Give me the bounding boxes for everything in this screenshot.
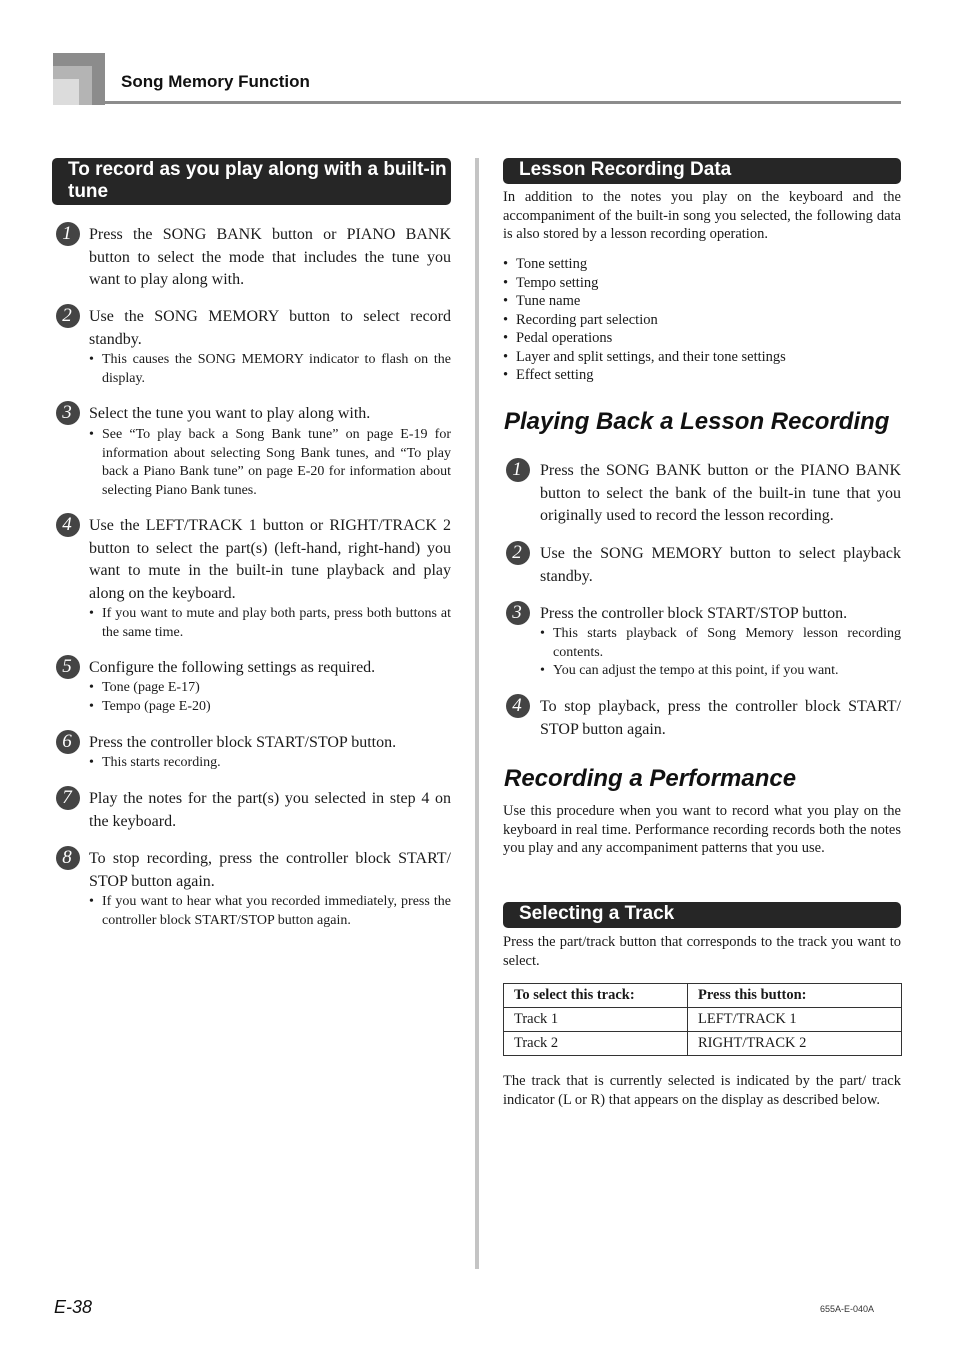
table-row (504, 1032, 902, 1056)
table-row (504, 1008, 902, 1032)
track-button-table (503, 983, 902, 1056)
heading-playing-back: Playing Back a Lesson Recording (504, 408, 890, 435)
table-cell: RIGHT/TRACK 2 (688, 1032, 902, 1056)
step-number-4: 4 (56, 513, 80, 537)
step-number-2: 2 (56, 304, 80, 328)
step-text-1: Press the SONG BANK button or PIANO BANK button to select the mode that includes the tune you want to play along with. (89, 226, 451, 288)
playback-step-text-2: Use the SONG MEMORY button to select playback standby. (540, 545, 901, 585)
note-item: • You can adjust the tempo at this point, if you want. (540, 662, 901, 681)
step-number-1: 1 (56, 222, 80, 246)
performance-description: Use this procedure when you want to record what you play on the keyboard in real time. Performance recording records both the notes you play and any accompaniment patterns that you use. (503, 803, 901, 857)
list-item: • Layer and split settings, and their tone settings (503, 348, 901, 367)
lesson-data-list (503, 255, 901, 385)
playback-step-3-notes (540, 625, 901, 681)
step-text-8: To stop recording, press the controller block START/ STOP button again. (89, 850, 451, 890)
step-number-3: 3 (56, 401, 80, 425)
column-header: Press this button: (688, 984, 902, 1008)
step-6-notes (89, 754, 451, 773)
corner-tab-decoration (53, 53, 105, 105)
step-3-notes (89, 426, 451, 500)
list-item: • Tune name (503, 292, 901, 311)
note-item: • This starts playback of Song Memory lesson recording contents. (540, 625, 901, 662)
note-item: • See “To play back a Song Bank tune” on page E-19 for information about selecting Song Bank tunes, and “To play back a Piano Bank tune” on page E-20 for information about selecting Piano Bank tunes. (89, 426, 451, 500)
running-title: Song Memory Function (121, 72, 310, 91)
note-item: • If you want to mute and play both parts, press both buttons at the same time. (89, 605, 451, 642)
list-item: • Effect setting (503, 366, 901, 385)
note-item: • If you want to hear what you recorded immediately, press the controller block START/STOP button again. (89, 893, 451, 930)
list-item: • Tempo setting (503, 274, 901, 293)
list-item: • Recording part selection (503, 311, 901, 330)
list-item: • Pedal operations (503, 329, 901, 348)
note-item: • Tempo (page E-20) (89, 698, 451, 717)
step-number-7: 7 (56, 786, 80, 810)
section-title: Selecting a Track (519, 903, 675, 924)
note-item: • Tone (page E-17) (89, 679, 451, 698)
step-text-4: Use the LEFT/TRACK 1 button or RIGHT/TRACK 2 button to select the part(s) (left-hand, right-hand) you want to mute in the built-in tune playback and play along on the keyboard. (89, 517, 451, 602)
page-number: E-38 (54, 1297, 93, 1317)
track-indicator-note: The track that is currently selected is indicated by the part/ track indicator (L or R) that appears on the display as described below. (503, 1073, 901, 1108)
step-number-8: 8 (56, 846, 80, 870)
document-code: 655A-E-040A (820, 1304, 875, 1314)
table-header-row (504, 984, 902, 1008)
step-5-notes (89, 679, 451, 716)
playback-step-text-3: Press the controller block START/STOP button. (540, 605, 848, 622)
section-title: To record as you play along with a built-in tune (68, 159, 447, 202)
table-cell: LEFT/TRACK 1 (688, 1008, 902, 1032)
step-2-notes (89, 351, 451, 388)
lesson-data-intro: In addition to the notes you play on the keyboard and the accompaniment of the built-in song you selected, the following data is also stored by a lesson recording operation. (503, 189, 901, 243)
section-bar-lesson-recording-data (503, 158, 901, 184)
step-text-3: Select the tune you want to play along with. (89, 405, 371, 422)
heading-recording-performance: Recording a Performance (504, 765, 797, 792)
step-text-6: Press the controller block START/STOP button. (89, 734, 397, 751)
step-text-2: Use the SONG MEMORY button to select record standby. (89, 308, 451, 348)
playback-step-text-1: Press the SONG BANK button or the PIANO BANK button to select the bank of the built-in tune that you originally used to record the lesson recording. (540, 462, 901, 524)
section-bar-selecting-track (503, 902, 901, 928)
step-number-5: 5 (56, 655, 80, 679)
table-cell: Track 1 (504, 1008, 688, 1032)
track-intro: Press the part/track button that corresponds to the track you want to select. (503, 934, 901, 969)
list-item: • Tone setting (503, 255, 901, 274)
step-number-1: 1 (506, 458, 530, 482)
section-bar-record-along (52, 158, 451, 205)
step-number-4: 4 (506, 694, 530, 718)
note-item: • This causes the SONG MEMORY indicator to flash on the display. (89, 351, 451, 388)
step-8-notes (89, 893, 451, 930)
section-title: Lesson Recording Data (519, 159, 732, 180)
column-header: To select this track: (504, 984, 688, 1008)
step-number-6: 6 (56, 730, 80, 754)
playback-step-text-4: To stop playback, press the controller block START/ STOP button again. (540, 698, 901, 738)
note-item: • This starts recording. (89, 754, 451, 773)
table-cell: Track 2 (504, 1032, 688, 1056)
step-4-notes (89, 605, 451, 642)
step-number-3: 3 (506, 601, 530, 625)
step-text-7: Play the notes for the part(s) you selected in step 4 on the keyboard. (89, 790, 451, 830)
step-text-5: Configure the following settings as required. (89, 659, 376, 676)
header-rule (105, 101, 901, 104)
step-number-2: 2 (506, 541, 530, 565)
column-divider (475, 158, 479, 1269)
